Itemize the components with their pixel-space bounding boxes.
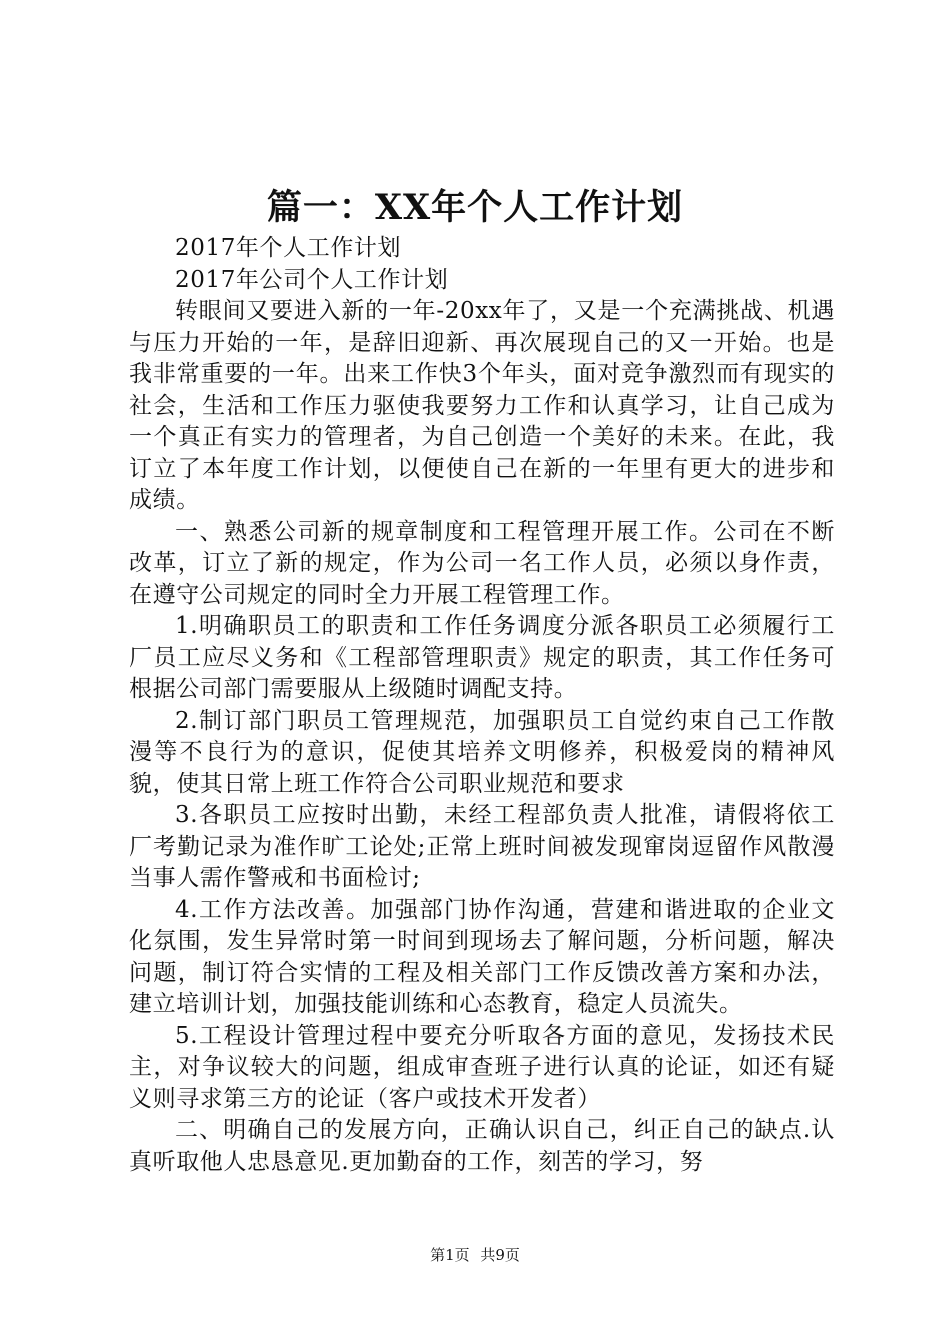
paragraph-2: 2017年公司个人工作计划 — [175, 266, 449, 293]
document-body — [129, 233, 835, 1178]
paragraph-4: 一、熟悉公司新的规章制度和工程管理开展工作。公司在不断改革，订立了新的规定，作为公司一名工作人员，必须以身作责，在遵守公司规定的同时全力开展工程管理工作。 — [129, 518, 835, 608]
paragraph-1: 2017年个人工作计划 — [175, 235, 402, 261]
total-page-count: 共9页 — [480, 1246, 520, 1264]
current-page-number: 第1页 — [430, 1246, 470, 1264]
paragraph-10: 二、明确自己的发展方向，正确认识自己，纠正自己的缺点.认真听取他人忠恳意见.更加勤奋的工作，刻苦的学习，努 — [129, 1117, 835, 1175]
paragraph-9: 5.工程设计管理过程中要充分听取各方面的意见，发扬技术民主，对争议较大的问题，组成审查班子进行认真的论证，如还有疑义则寻求第三方的论证（客户或技术开发者） — [129, 1022, 835, 1112]
page-footer — [0, 1244, 950, 1266]
paragraph-8: 4.工作方法改善。加强部门协作沟通，营建和谐进取的企业文化氛围，发生异常时第一时间到现场去了解问题，分析问题，解决问题，制订符合实情的工程及相关部门工作反馈改善方案和办法，建立培训计划，加强技能训练和心态教育，稳定人员流失。 — [129, 896, 835, 1017]
document-title: 篇一：XX年个人工作计划 — [266, 187, 684, 228]
paragraph-6: 2.制订部门职员工管理规范，加强职员工自觉约束自己工作散漫等不良行为的意识，促使其培养文明修养，积极爱岗的精神风貌，使其日常上班工作符合公司职业规范和要求 — [129, 707, 835, 797]
paragraph-3: 转眼间又要进入新的一年-20xx年了，又是一个充满挑战、机遇与压力开始的一年，是辞旧迎新、再次展现自己的又一开始。也是我非常重要的一年。出来工作快3个年头，面对竞争激烈而有现实的社会，生活和工作压力驱使我要努力工作和认真学习，让自己成为一个真正有实力的管理者，为自己创造一个美好的未来。在此，我订立了本年度工作计划，以便使自己在新的一年里有更大的进步和成绩。 — [129, 298, 835, 513]
paragraph-5: 1.明确职员工的职责和工作任务调度分派各职员工必须履行工厂员工应尽义务和《工程部管理职责》规定的职责，其工作任务可根据公司部门需要服从上级随时调配支持。 — [129, 613, 835, 702]
paragraph-7: 3.各职员工应按时出勤，未经工程部负责人批准，请假将依工厂考勤记录为准作旷工论处;正常上班时间被发现窜岗逗留作风散漫当事人需作警戒和书面检讨; — [129, 802, 835, 891]
